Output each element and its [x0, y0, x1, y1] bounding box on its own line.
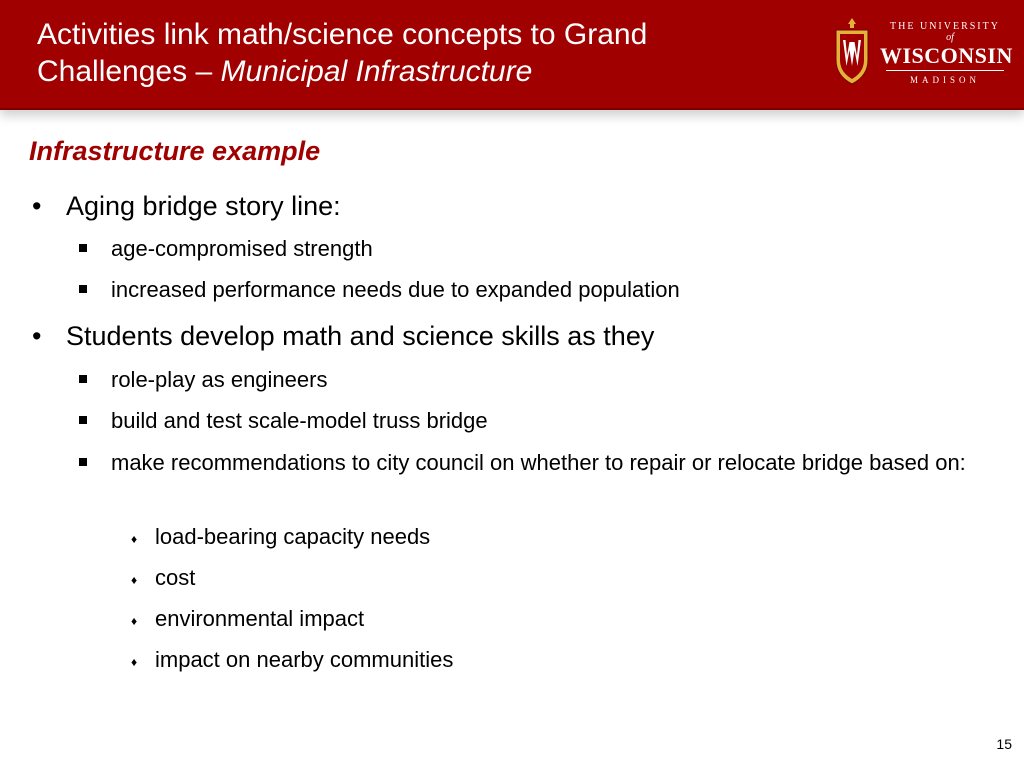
title-line-1: Activities link math/science concepts to Grand: [37, 18, 648, 51]
logo-the-university: THE UNIVERSITY: [890, 21, 1000, 32]
sub-bullet-text: age-compromised strength: [111, 236, 373, 261]
square-bullet-icon: [79, 244, 87, 252]
bullet-text: Students develop math and science skills as they: [66, 321, 655, 351]
logo-madison: MADISON: [909, 75, 980, 85]
page-number: 15: [996, 736, 1012, 752]
bullet-dot-icon: •: [32, 191, 42, 221]
diamond-bullet-icon: ♦: [131, 655, 138, 669]
logo-wisconsin: WISCONSIN: [880, 43, 1013, 68]
title-line-2-italic: Municipal Infrastructure: [220, 55, 533, 88]
slide-subheading: Infrastructure example: [29, 136, 321, 166]
square-bullet-icon: [79, 458, 87, 466]
logo-of: of: [946, 32, 954, 43]
square-bullet-icon: [79, 375, 87, 383]
title-line-2-plain: Challenges –: [37, 55, 221, 88]
sub-bullet-text: build and test scale-model truss bridge: [111, 408, 488, 433]
sub-bullet-text: make recommendations to city council on whether to repair or relocate bridge based on:: [111, 450, 966, 475]
bullet-text: Aging bridge story line:: [66, 191, 341, 221]
sub-bullet-text: increased performance needs due to expanded population: [111, 277, 680, 302]
sub-sub-bullet-text: impact on nearby communities: [155, 647, 454, 672]
sub-sub-bullet-text: load-bearing capacity needs: [155, 524, 431, 549]
diamond-bullet-icon: ♦: [131, 532, 138, 546]
square-bullet-icon: [79, 285, 87, 293]
sub-bullet-text: role-play as engineers: [111, 367, 328, 392]
bullet-dot-icon: •: [32, 321, 42, 351]
square-bullet-icon: [79, 416, 87, 424]
sub-sub-bullet-text: cost: [155, 565, 196, 590]
diamond-bullet-icon: ♦: [131, 614, 138, 628]
diamond-bullet-icon: ♦: [131, 573, 138, 587]
sub-sub-bullet-text: environmental impact: [155, 606, 365, 631]
